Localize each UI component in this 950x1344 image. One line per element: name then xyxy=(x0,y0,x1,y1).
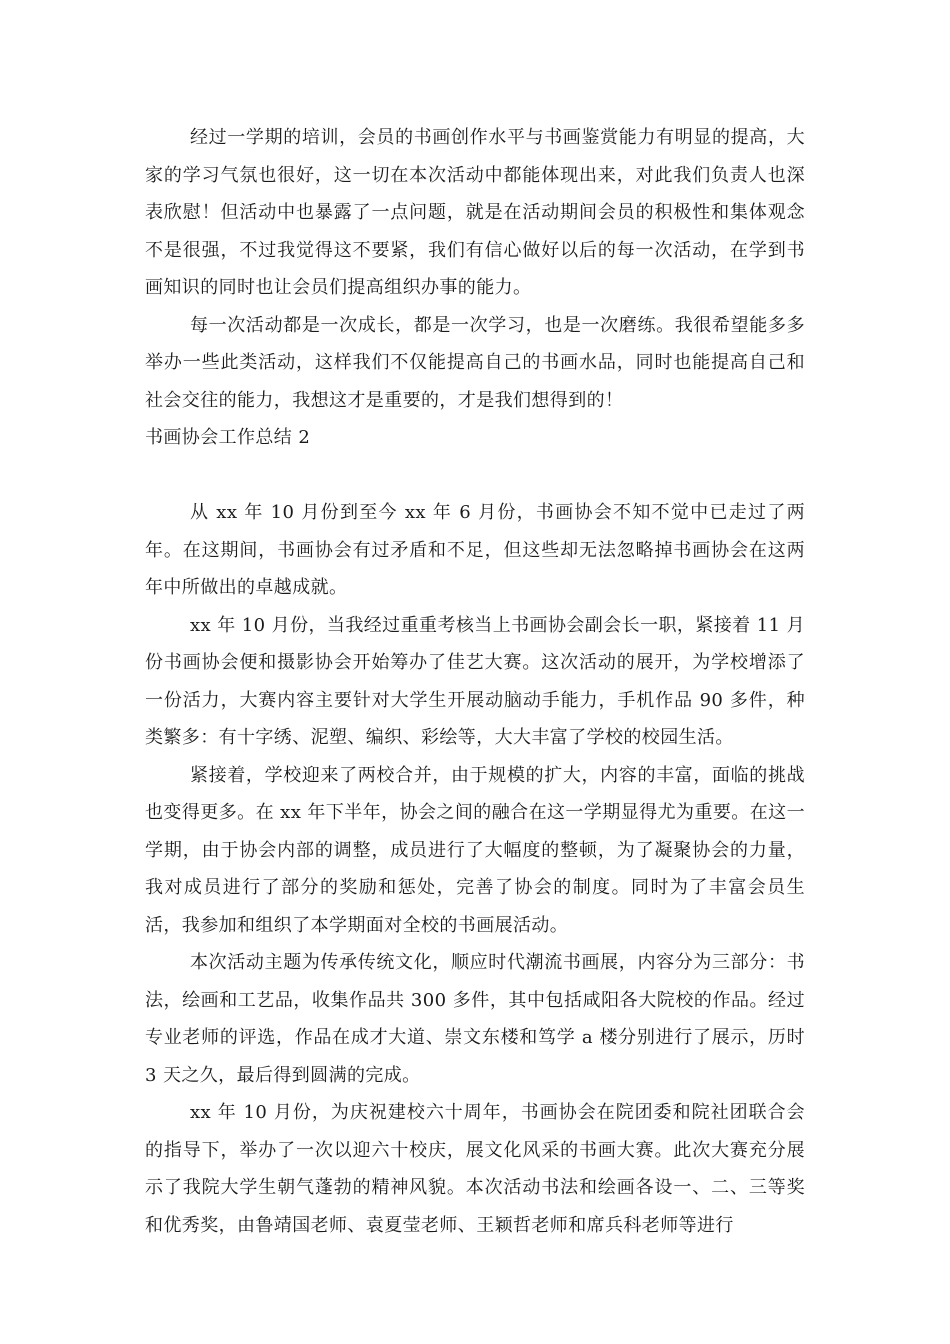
paragraph-school-merger: 紧接着，学校迎来了两校合并，由于规模的扩大，内容的丰富，面临的挑战也变得更多。在 xx 年下半年，协会之间的融合在这一学期显得尤为重要。在这一学期，由于协会内部的调整，成员进行了大幅度的整顿，为了凝聚协会的力量，我对成员进行了部分的奖励和惩处，完善了协会的制度。同时为了丰富会员生活，我参加和组织了本学期面对全校的书画展活动。 xyxy=(145,764,805,936)
document-body xyxy=(145,119,805,1244)
paragraph-exhibition-theme: 本次活动主题为传承传统文化，顺应时代潮流书画展，内容分为三部分：书法，绘画和工艺品，收集作品共 300 多件，其中包括咸阳各大院校的作品。经过专业老师的评选，作品在成才大道、崇文东楼和笃学 a 楼分别进行了展示，历时 3 天之久，最后得到圆满的完成。 xyxy=(145,952,805,1086)
paragraph-jiayi-contest: xx 年 10 月份，当我经过重重考核当上书画协会副会长一职，紧接着 11 月份书画协会便和摄影协会开始筹办了佳艺大赛。这次活动的展开，为学校增添了一份活力，大赛内容主要针对大学生开展动脑动手能力，手机作品 90 多件，种类繁多：有十字绣、泥塑、编织、彩绘等，大大丰富了学校的校园生活。 xyxy=(145,614,805,748)
paragraph-anniversary-contest: xx 年 10 月份，为庆祝建校六十周年，书画协会在院团委和院社团联合会的指导下，举办了一次以迎六十校庆，展文化风采的书画大赛。此次大赛充分展示了我院大学生朝气蓬勃的精神风貌。本次活动书法和绘画各设一、二、三等奖和优秀奖，由鲁靖国老师、袁夏莹老师、王颖哲老师和席兵科老师等进行 xyxy=(145,1102,805,1236)
section-title: 书画协会工作总结 2 xyxy=(145,427,311,448)
paragraph-training-summary: 经过一学期的培训，会员的书画创作水平与书画鉴赏能力有明显的提高，大家的学习气氛也很好，这一切在本次活动中都能体现出来，对此我们负责人也深表欣慰！但活动中也暴露了一点问题，就是在活动期间会员的积极性和集体观念不是很强，不过我觉得这不要紧，我们有信心做好以后的每一次活动，在学到书画知识的同时也让会员们提高组织办事的能力。 xyxy=(145,127,805,298)
paragraph-two-years-overview: 从 xx 年 10 月份到至今 xx 年 6 月份，书画协会不知不觉中已走过了两年。在这期间，书画协会有过矛盾和不足，但这些却无法忽略掉书画协会在这两年中所做出的卓越成就。 xyxy=(145,502,805,598)
paragraph-growth-reflection: 每一次活动都是一次成长，都是一次学习，也是一次磨练。我很希望能多多举办一些此类活动，这样我们不仅能提高自己的书画水品，同时也能提高自己和社会交往的能力，我想这才是重要的，才是我们想得到的！ xyxy=(145,314,805,411)
blank-line xyxy=(145,457,805,495)
